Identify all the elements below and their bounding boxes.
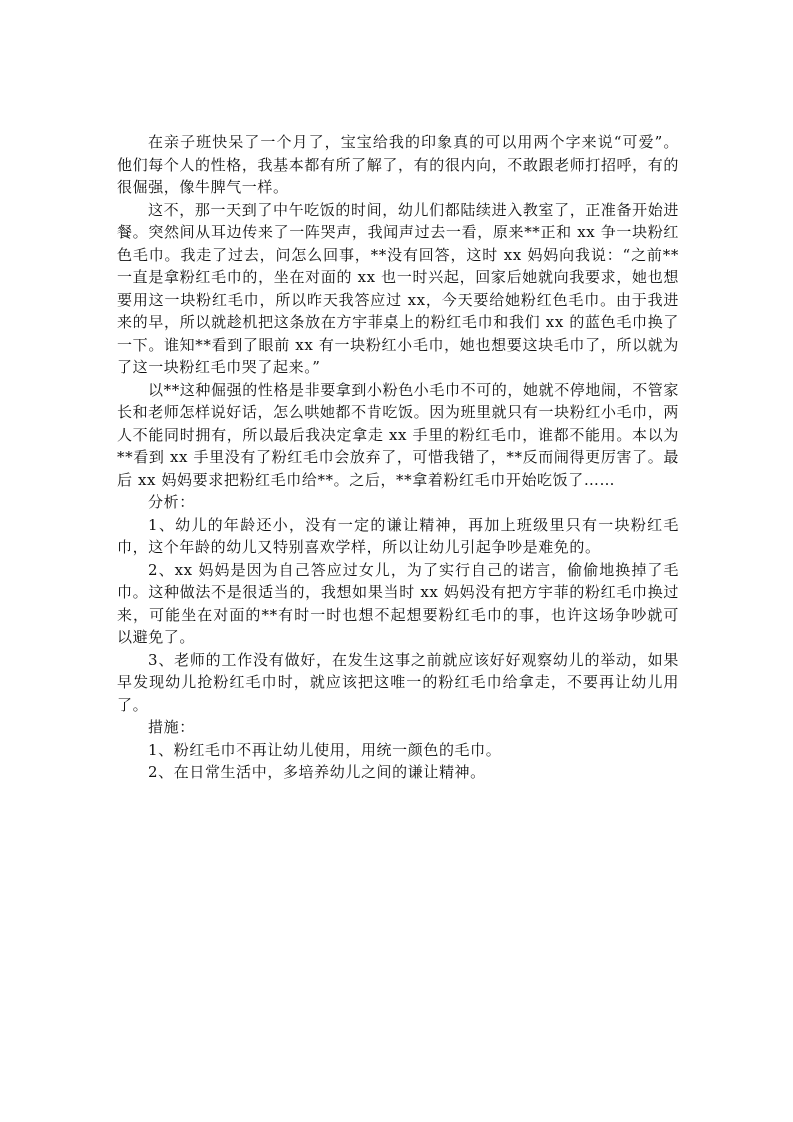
heading-analysis: 分析：	[148, 493, 195, 511]
paragraph-intro: 在亲子班快呆了一个月了，宝宝给我的印象真的可以用两个字来说“可爱”。他们每个人的性格，我基本都有所了解了，有的很内向，不敢跟老师打招呼，有的很倔强，像牛脾气一样。	[117, 133, 679, 196]
analysis-item-3: 3、老师的工作没有做好，在发生这事之前就应该好好观察幼儿的举动，如果早发现幼儿抢粉红毛巾时，就应该把这唯一的粉红毛巾给拿走，不要再让幼儿用了。	[117, 650, 679, 714]
heading-measures: 措施：	[148, 718, 195, 736]
paragraph-incident: 这不，那一天到了中午吃饭的时间，幼儿们都陆续进入教室了，正准备开始进餐。突然间从耳边传来了一阵哭声，我闻声过去一看，原来**正和 xx 争一块粉红色毛巾。我走了过去，问怎么回事，**没有回答，这时 xx 妈妈向我说：“之前**一直是拿粉红毛巾的，坐在对面的 xx 也一时兴起，回家后她就向我要求，她也想要用这一块粉红毛巾，所以昨天我答应过 xx，今天要给她粉红色毛巾。由于我进来的早，所以就趁机把这条放在方宇菲桌上的粉红毛巾和我们 xx 的蓝色毛巾换了一下。谁知**看到了眼前 xx 有一块粉红小毛巾，她也想要这块毛巾了，所以就为了这一块粉红毛巾哭了起来。”	[117, 200, 679, 376]
paragraph-escalation: 以**这种倔强的性格是非要拿到小粉色小毛巾不可的，她就不停地闹，不管家长和老师怎样说好话，怎么哄她都不肯吃饭。因为班里就只有一块粉红小毛巾，两人不能同时拥有，所以最后我决定拿走 xx 手里的粉红毛巾，谁都不能用。本以为**看到 xx 手里没有了粉红毛巾会放弃了，可惜我错了，**反而闹得更厉害了。最后 xx 妈妈要求把粉红毛巾给**。之后，**拿着粉红毛巾开始吃饭了……	[117, 380, 680, 489]
analysis-item-2: 2、xx 妈妈是因为自己答应过女儿，为了实行自己的诺言，偷偷地换掉了毛巾。这种做法不是很适当的，我想如果当时 xx 妈妈没有把方宇菲的粉红毛巾换过来，可能坐在对面的**有时一时也想不起想要粉红毛巾的事，也许这场争吵就可以避免了。	[117, 560, 679, 646]
analysis-item-1: 1、幼儿的年龄还小，没有一定的谦让精神，再加上班级里只有一块粉红毛巾，这个年龄的幼儿又特别喜欢学样，所以让幼儿引起争吵是难免的。	[117, 515, 679, 556]
measure-item-2: 2、在日常生活中，多培养幼儿之间的谦让精神。	[148, 763, 486, 781]
measure-item-1: 1、粉红毛巾不再让幼儿使用，用统一颜色的毛巾。	[148, 740, 502, 759]
document-body	[117, 131, 679, 784]
